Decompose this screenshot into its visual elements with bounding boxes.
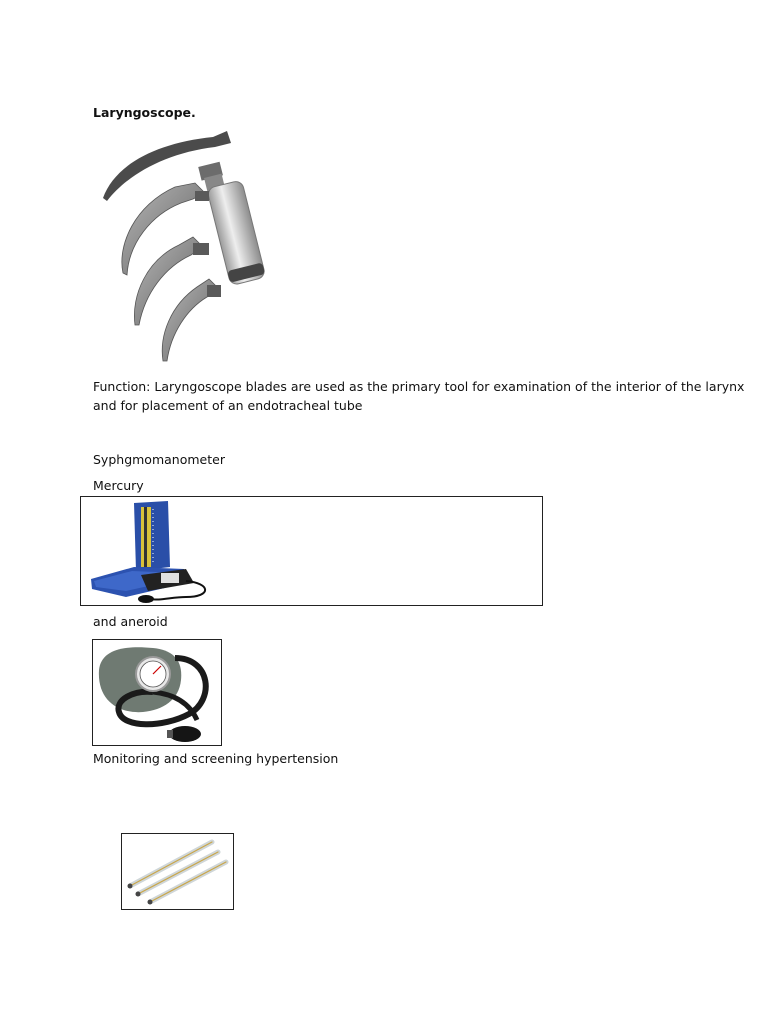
sphygmomanometer-title: Syphgmomanometer [93,452,225,467]
mercury-sphygmomanometer-image [86,497,226,605]
function-line-1: Function: Laryngoscope blades are used as the primary tool for examination of the interior of the larynx [93,379,745,394]
mercury-sphygmomanometer-figure [80,496,543,606]
laryngoscope-image [95,125,285,365]
function-line-2: and for placement of an endotracheal tube [93,398,363,413]
aneroid-sphygmomanometer-image [93,640,221,745]
laryngoscope-heading: Laryngoscope. [93,105,196,120]
mercury-label: Mercury [93,478,144,493]
aneroid-sphygmomanometer-figure [92,639,222,746]
hypertension-usage-text: Monitoring and screening hypertension [93,751,339,766]
thermometer-figure [121,833,234,910]
thermometers-image [122,834,233,909]
aneroid-label: and aneroid [93,614,168,629]
